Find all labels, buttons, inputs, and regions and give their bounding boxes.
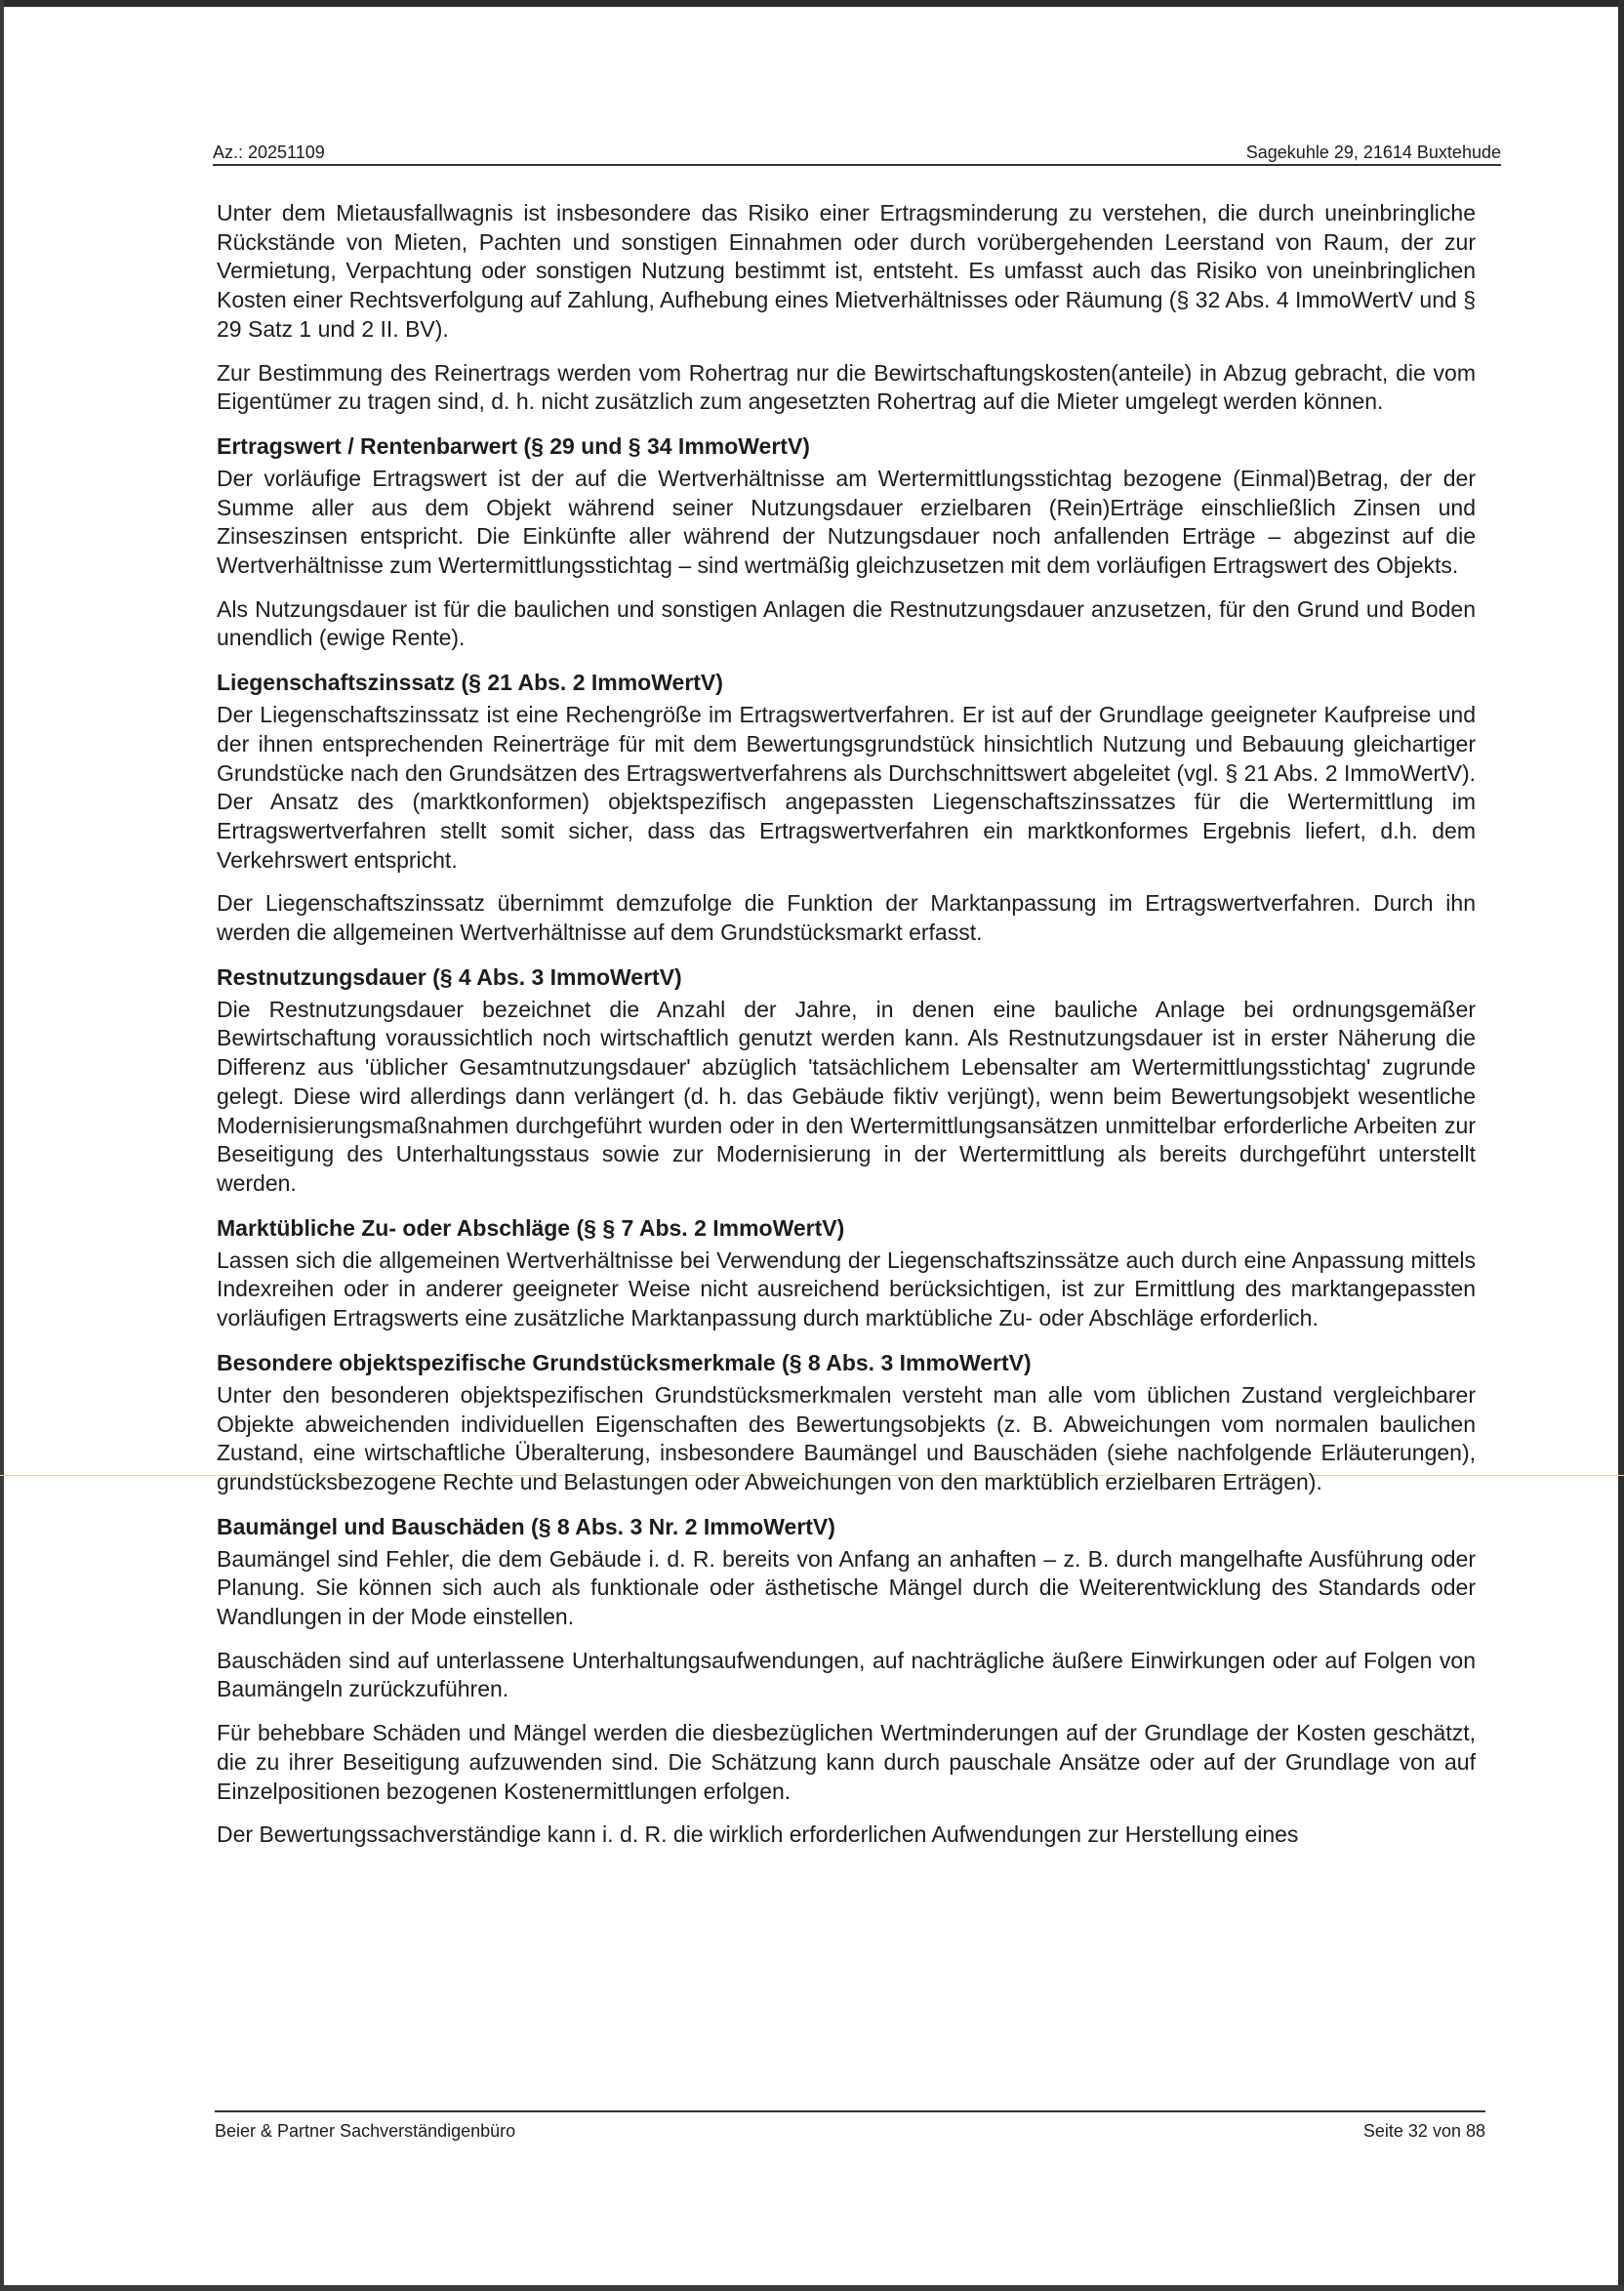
paragraph: Der Liegenschaftszinssatz ist eine Rechengröße im Ertragswertverfahren. Er ist auf der Grundlage geeigneter Kaufpreise und der ihnen entsprechenden Reinerträge für mit dem Bewertungsgrundstück hinsichtlich Nutzung und Bebauung gleichartiger Grundstücke nach den Grundsätzen des Ertragswertverfahrens als Durchschnittswert abgeleitet (vgl. § 21 Abs. 2 ImmoWertV). Der Ansatz des (marktkonformen) objektspezifisch angepassten Liegenschaftszinssatzes für die Wertermittlung im Ertragswertverfahren stellt somit sicher, dass das Ertragswertverfahren ein marktkonformes Ergebnis liefert, d.h. dem Verkehrswert entspricht. [217,702,1476,873]
property-address: Sagekuhle 29, 21614 Buxtehude [1245,143,1501,162]
paragraph: Der vorläufige Ertragswert ist der auf die Wertverhältnisse am Wertermittlungsstichtag bezogene (Einmal)Betrag, der der Summe aller aus dem Objekt während seiner Nutzungsdauer erzielbaren (Rein)Erträge einschließlich Zinsen und Zinseszinsen entspricht. Die Einkünfte aller während der Nutzungsdauer noch anfallenden Erträge – abgezinst auf die Wertverhältnisse zum Wertermittlungsstichtag – sind wertmäßig gleichzusetzen mit dem vorläufigen Ertragswert des Objekts. [217,465,1476,579]
section-heading: Ertragswert / Rentenbarwert (§ 29 und § 34 ImmoWertV) [217,432,810,459]
file-reference: Az.: 20251109 [213,143,325,162]
scan-border-right [1618,0,1624,2291]
section-heading: Restnutzungsdauer (§ 4 Abs. 3 ImmoWertV) [217,963,682,990]
paragraph: Bauschäden sind auf unterlassene Unterhaltungsaufwendungen, auf nachträgliche äußere Einwirkungen oder auf Folgen von Baumängeln zurückzuführen. [217,1647,1476,1702]
document-body [217,199,1476,1864]
company-name: Beier & Partner Sachverständigenbüro [215,2121,516,2141]
scan-border-bottom [0,2285,1624,2291]
paragraph: Der Bewertungssachverständige kann i. d. R. die wirklich erforderlichen Aufwendungen zur Herstellung eines [217,1821,1299,1848]
paragraph: Zur Bestimmung des Reinertrags werden vom Rohertrag nur die Bewirtschaftungskosten(anteile) in Abzug gebracht, die vom Eigentümer zu tragen sind, d. h. nicht zusätzlich zum angesetzten Rohertrag auf die Mieter umgelegt werden können. [217,359,1476,415]
paragraph: Als Nutzungsdauer ist für die baulichen und sonstigen Anlagen die Restnutzungsdauer anzusetzen, für den Grund und Boden unendlich (ewige Rente). [217,595,1476,651]
paragraph: Baumängel sind Fehler, die dem Gebäude i. d. R. bereits von Anfang an anhaften – z. B. durch mangelhafte Ausführung oder Planung. Sie können sich auch als funktionale oder ästhetische Mängel durch die Weiterentwicklung des Standards oder Wandlungen in der Mode einstellen. [217,1545,1476,1630]
page-number: Seite 32 von 88 [1362,2121,1485,2141]
paragraph: Unter dem Mietausfallwagnis ist insbesondere das Risiko einer Ertragsminderung zu verstehen, die durch uneinbringliche Rückstände von Mieten, Pachten und sonstigen Einnahmen oder durch vorübergehenden Leerstand von Raum, der zur Vermietung, Verpachtung oder sonstigen Nutzung bestimmt ist, entsteht. Es umfasst auch das Risiko von uneinbringlichen Kosten einer Rechtsverfolgung auf Zahlung, Aufhebung eines Mietverhältnisses oder Räumung (§ 32 Abs. 4 ImmoWertV und § 29 Satz 1 und 2 II. BV). [217,200,1476,342]
section-heading: Liegenschaftszinssatz (§ 21 Abs. 2 ImmoWertV) [217,670,723,696]
scan-border-left [0,0,4,2291]
section-heading: Baumängel und Bauschäden (§ 8 Abs. 3 Nr. 2 ImmoWertV) [217,1513,835,1539]
page-footer [215,2110,1485,2141]
paragraph: Lassen sich die allgemeinen Wertverhältnisse bei Verwendung der Liegenschaftszinssätze auch durch eine Anpassung mittels Indexreihen oder in anderer geeigneter Weise nicht ausreichend berücksichtigen, ist zur Ermittlung des marktangepassten vorläufigen Ertragswerts eine zusätzliche Marktanpassung durch marktübliche Zu- oder Abschläge erforderlich. [217,1247,1476,1331]
paragraph: Die Restnutzungsdauer bezeichnet die Anzahl der Jahre, in denen eine bauliche Anlage bei ordnungsgemäßer Bewirtschaftung voraussichtlich noch wirtschaftlich genutzt werden kann. Als Restnutzungsdauer ist in erster Näherung die Differenz aus 'üblicher Gesamtnutzungsdauer' abzüglich 'tatsächlichem Lebensalter am Wertermittlungsstichtag' zugrunde gelegt. Diese wird allerdings dann verlängert (d. h. das Gebäude fiktiv verjüngt), wenn beim Bewertungsobjekt wesentliche Modernisierungsmaßnahmen durchgeführt wurden oder in den Wertermittlungsansätzen unmittelbar erforderliche Arbeiten zur Beseitigung des Unterhaltungsstaus sowie zur Modernisierung in der Wertermittlung als bereits durchgeführt unterstellt werden. [217,996,1476,1196]
section-heading: Marktübliche Zu- oder Abschläge (§ § 7 Abs. 2 ImmoWertV) [217,1214,845,1241]
paragraph: Der Liegenschaftszinssatz übernimmt demzufolge die Funktion der Marktanpassung im Ertragswertverfahren. Durch ihn werden die allgemeinen Wertverhältnisse auf dem Grundstücksmarkt erfasst. [217,890,1476,946]
page-header [213,143,1501,166]
section-heading: Besondere objektspezifische Grundstücksmerkmale (§ 8 Abs. 3 ImmoWertV) [217,1349,1032,1375]
paragraph: Für behebbare Schäden und Mängel werden die diesbezüglichen Wertminderungen auf der Grundlage der Kosten geschätzt, die zu ihrer Beseitigung aufzuwenden sind. Die Schätzung kann durch pauschale Ansätze oder auf der Grundlage von auf Einzelpositionen bezogenen Kostenermittlungen erfolgen. [217,1720,1476,1804]
paragraph: Unter den besonderen objektspezifischen Grundstücksmerkmalen versteht man alle vom üblichen Zustand vergleichbarer Objekte abweichenden individuellen Eigenschaften des Bewertungsobjekts (z. B. Abweichungen vom normalen baulichen Zustand, eine wirtschaftliche Überalterung, insbesondere Baumängel und Bauschäden (siehe nachfolgende Erläuterungen), grundstücksbezogene Rechte und Belastungen oder Abweichungen von den marktüblich erzielbaren Erträgen). [217,1381,1476,1494]
scan-border-top [0,0,1624,7]
